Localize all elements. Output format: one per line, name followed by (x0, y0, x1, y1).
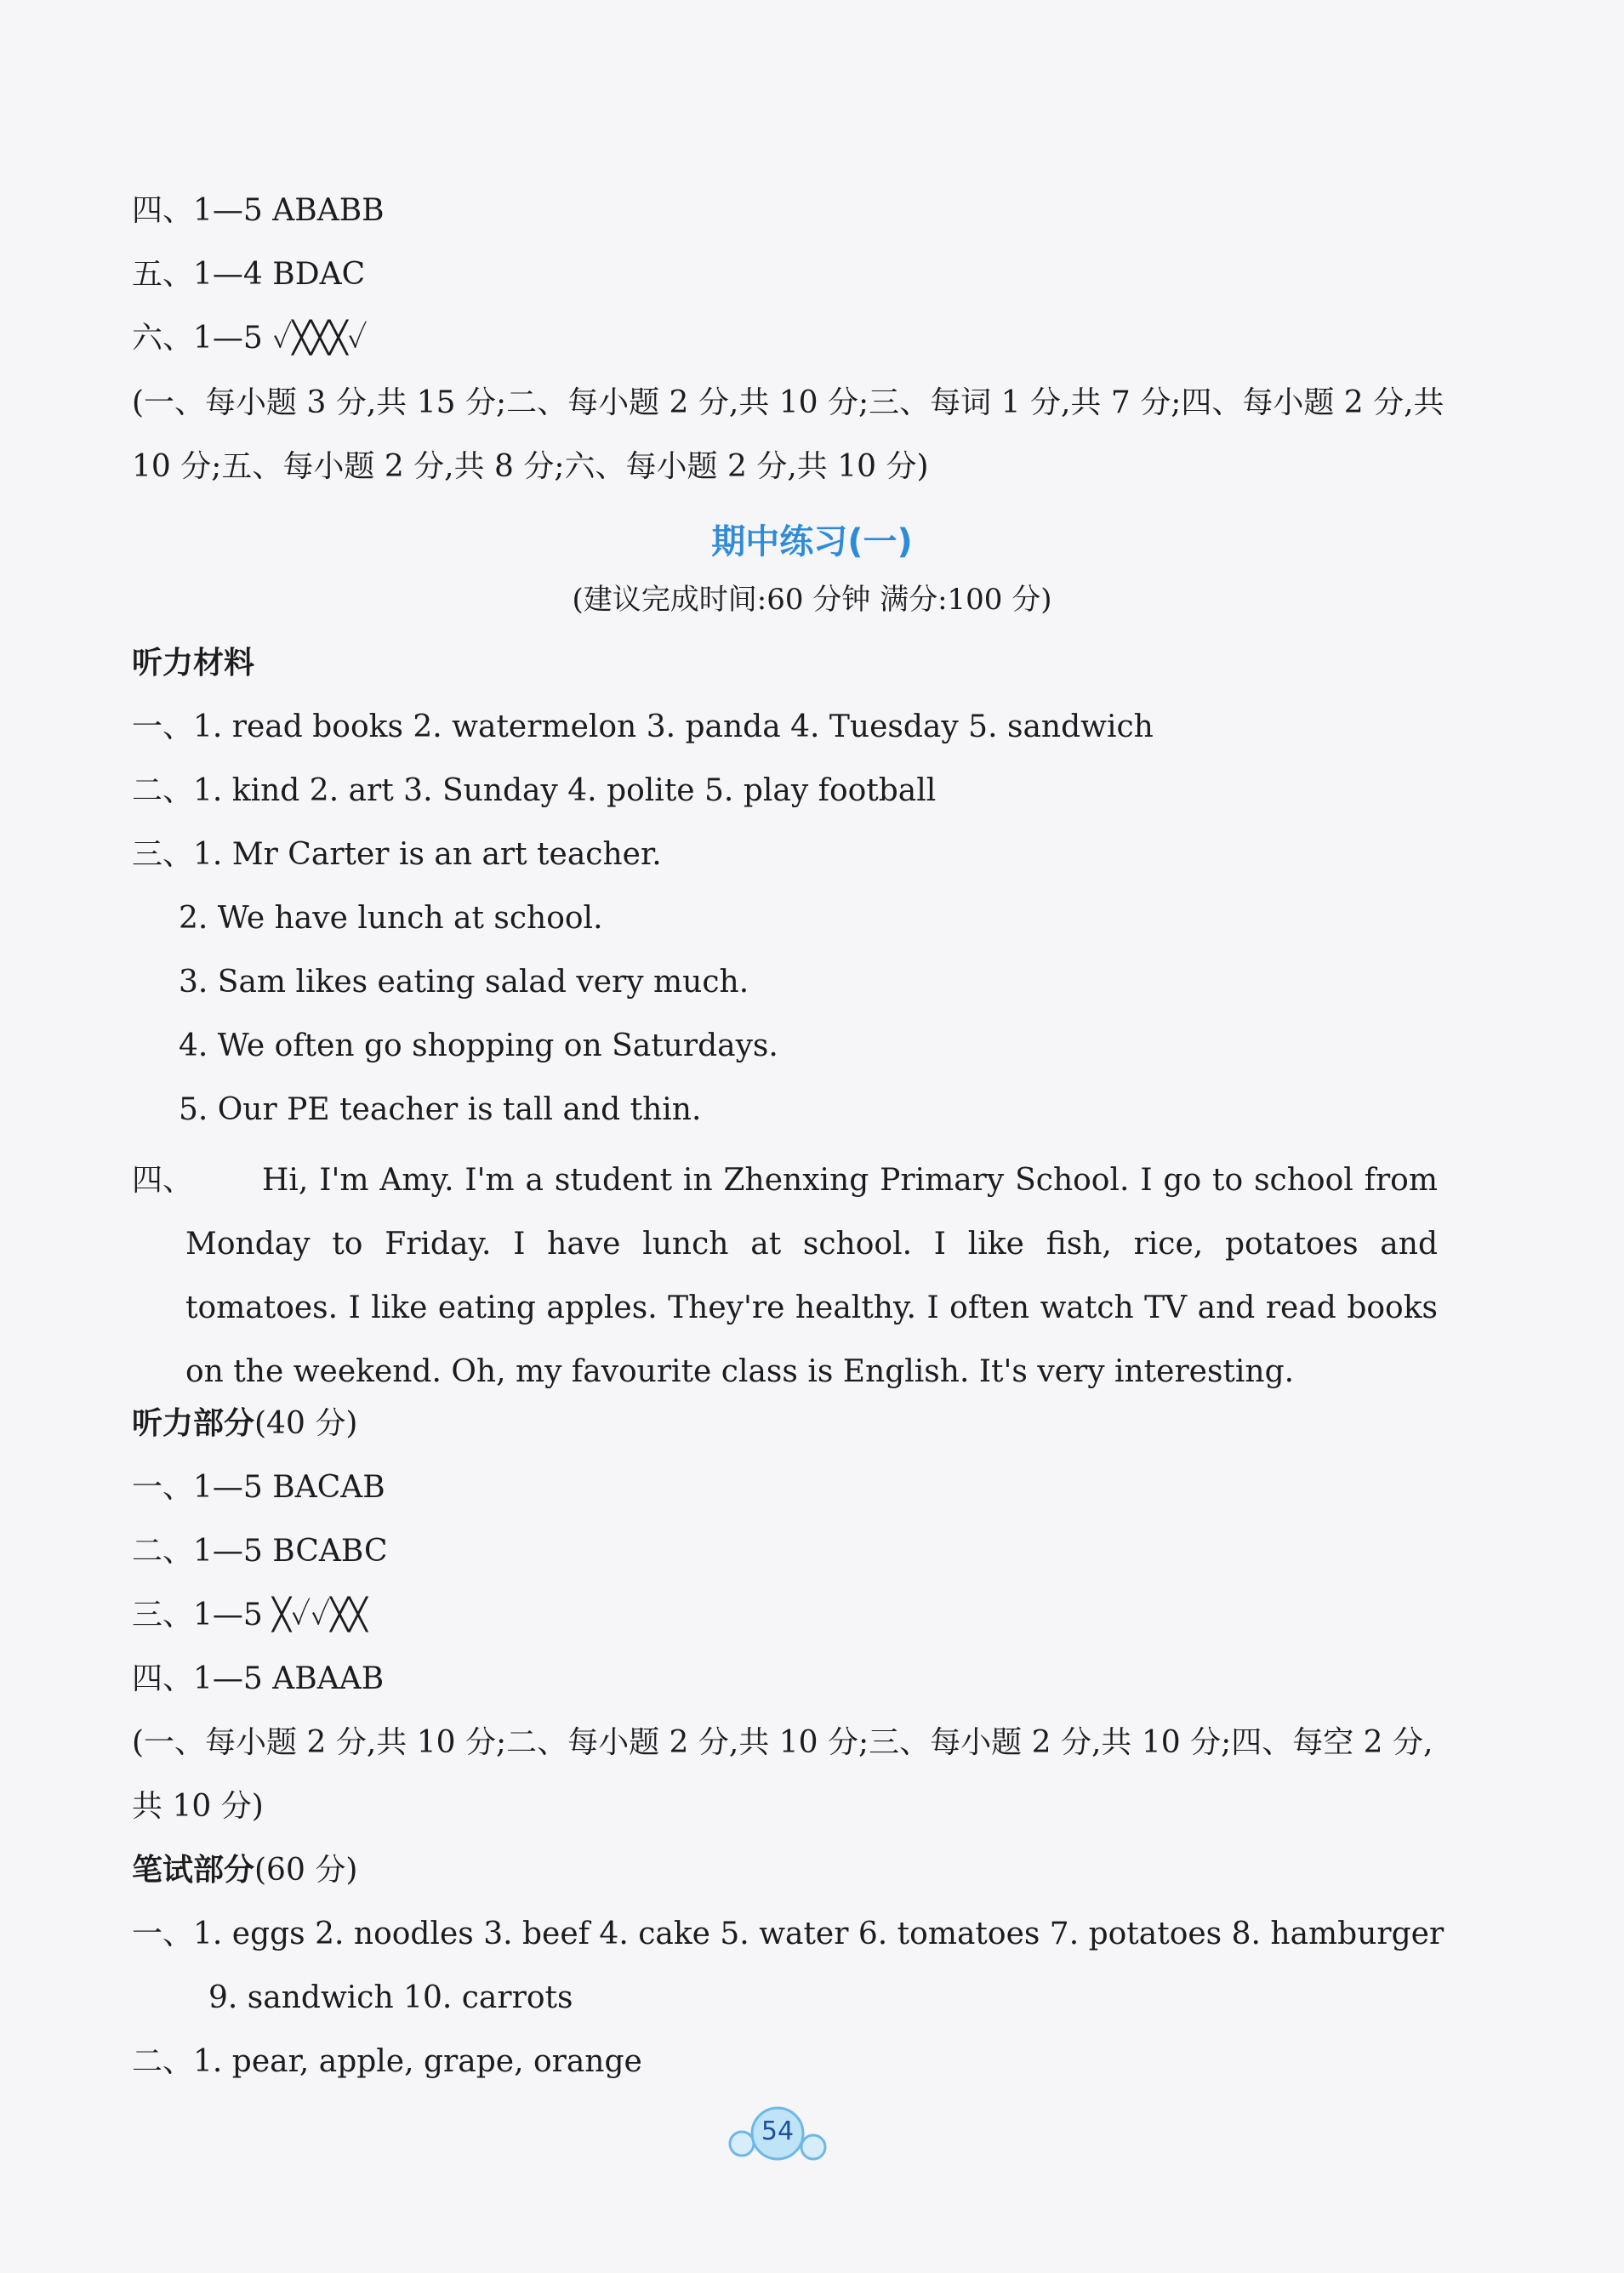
listening-passage (132, 1148, 1438, 1404)
listening-answer-3: 三、1—5 ╳✓✓╳╳ (132, 1598, 368, 1632)
page-number-badge (718, 2105, 837, 2173)
listening-answer-1: 一、1—5 BACAB (132, 1470, 385, 1505)
listening-section-title (132, 1405, 357, 1443)
written-part2: 二、1. pear, apple, grape, orange (132, 2044, 642, 2079)
listening-material-part3-line3: 3. Sam likes eating salad very much. (179, 965, 749, 1000)
scoring-note-line-1: (一、每小题 3 分,共 15 分;二、每小题 2 分,共 10 分;三、每词 1 分,共 7 分;四、每小题 2 分,共 (132, 385, 1445, 420)
listening-answer-2: 二、1—5 BCABC (132, 1534, 388, 1569)
written-section-title (132, 1852, 357, 1889)
scoring-note-line-2: 10 分;五、每小题 2 分,共 8 分;六、每小题 2 分,共 10 分) (132, 449, 929, 484)
written-section-heading: 笔试部分 (132, 1853, 255, 1888)
passage-text: Hi, I'm Amy. I'm a student in Zhenxing Primary School. I go to school from Monday to Friday. I have lunch at school. I like fish, rice, potatoes and tomatoes. I like eating apples. They're healthy. I often watch TV and read books on the weekend. Oh, my favourite class is English. It's very interesting. (185, 1163, 1438, 1389)
listening-section-heading: 听力部分 (132, 1406, 255, 1441)
answer-line-5: 五、1—4 BDAC (132, 257, 366, 292)
listening-scoring-line-1: (一、每小题 2 分,共 10 分;二、每小题 2 分,共 10 分;三、每小题 2 分,共 10 分;四、每空 2 分, (132, 1725, 1433, 1760)
listening-section-points: (40 分) (254, 1406, 358, 1441)
answer-line-4: 四、1—5 ABABB (132, 193, 385, 228)
answer-line-6: 六、1—5 ✓╳╳╳✓ (132, 321, 368, 356)
listening-material-part3-line5: 5. Our PE teacher is tall and thin. (179, 1092, 702, 1127)
listening-material-part3-line1: 三、1. Mr Carter is an art teacher. (132, 837, 662, 872)
listening-material-part3-line2: 2. We have lunch at school. (179, 901, 603, 936)
listening-material-part1: 一、1. read books 2. watermelon 3. panda 4. Tuesday 5. sandwich (132, 709, 1154, 744)
listening-material-heading: 听力材料 (132, 646, 255, 681)
listening-scoring-line-2: 共 10 分) (132, 1789, 264, 1824)
passage-label: 四、 (132, 1163, 194, 1198)
section-subtitle: (建议完成时间:60 分钟 满分:100 分) (572, 583, 1052, 617)
written-section-points: (60 分) (254, 1853, 358, 1888)
written-part1-line1: 一、1. eggs 2. noodles 3. beef 4. cake 5. water 6. tomatoes 7. potatoes 8. hamburger (132, 1917, 1445, 1951)
page-number: 54 (761, 2116, 795, 2146)
listening-answer-4: 四、1—5 ABAAB (132, 1661, 385, 1696)
written-part1-line2: 9. sandwich 10. carrots (208, 1980, 573, 2015)
listening-material-part3-line4: 4. We often go shopping on Saturdays. (179, 1028, 778, 1063)
listening-material-part2: 二、1. kind 2. art 3. Sunday 4. polite 5. play football (132, 773, 937, 808)
section-title: 期中练习(一) (711, 522, 913, 561)
